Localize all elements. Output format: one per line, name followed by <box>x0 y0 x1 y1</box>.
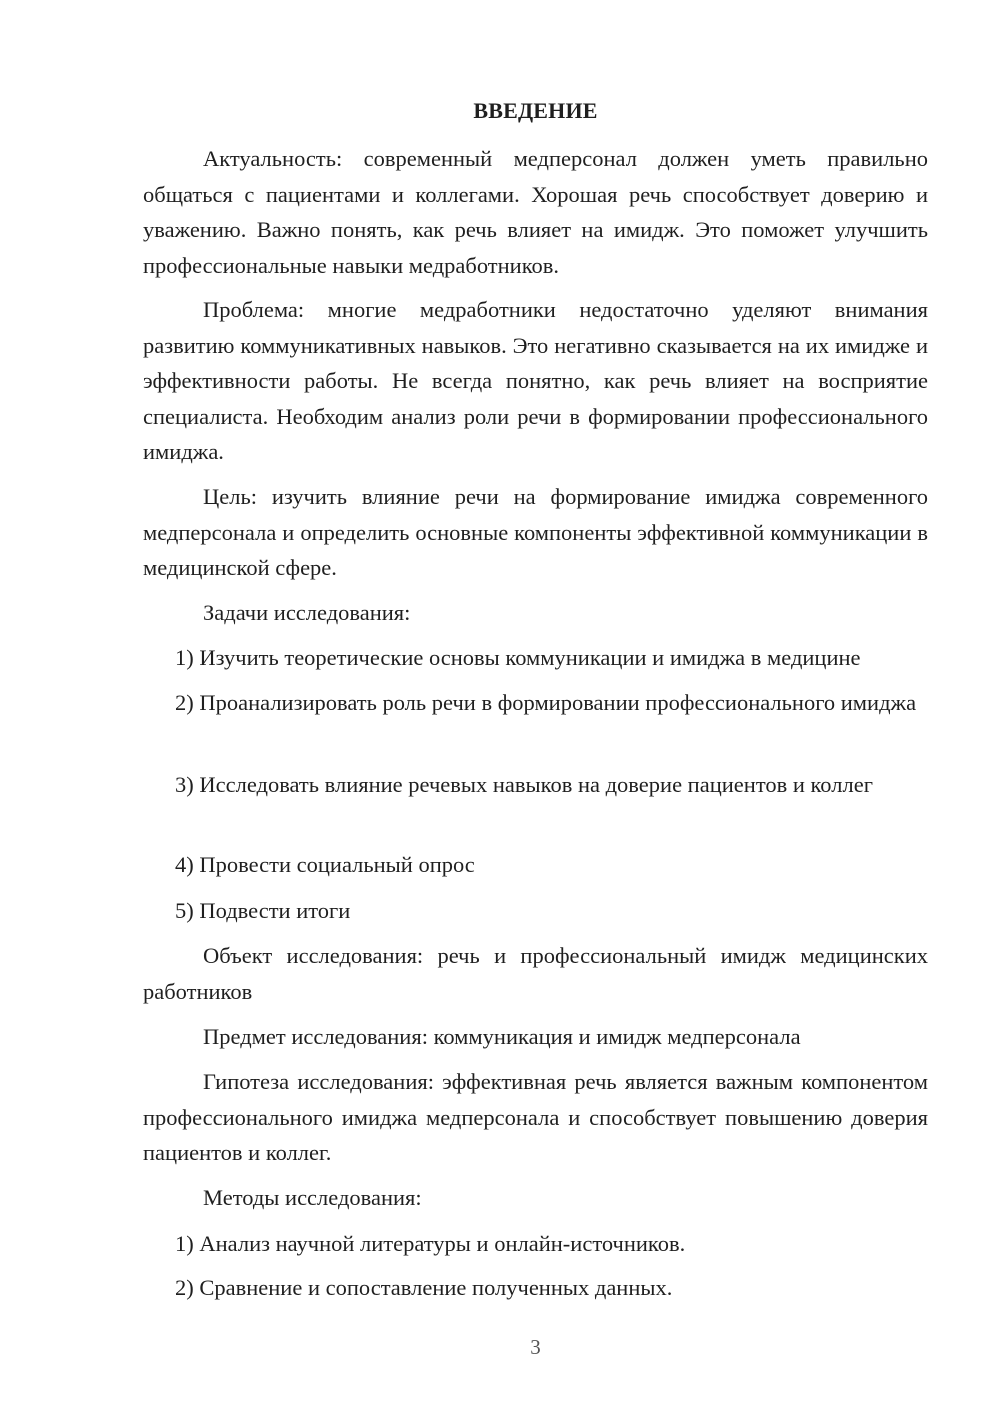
method-item-1: 1) Анализ научной литературы и онлайн-источников. <box>175 1231 686 1256</box>
task-item-4: 4) Провести социальный опрос <box>175 852 475 877</box>
object-paragraph: Объект исследования: речь и профессиональный имидж медицинских работников <box>143 943 928 1004</box>
page-number: 3 <box>530 1335 541 1359</box>
tasks-heading: Задачи исследования: <box>203 600 411 625</box>
subject-paragraph: Предмет исследования: коммуникация и имидж медперсонала <box>203 1024 801 1049</box>
hypothesis-paragraph: Гипотеза исследования: эффективная речь является важным компонентом профессионального имиджа медперсонала и способствует повышению доверия пациентов и коллег. <box>143 1069 928 1165</box>
problem-paragraph: Проблема: многие медработники недостаточно уделяют внимания развитию коммуникативных навыков. Это негативно сказывается на их имидже и эффективности работы. Не всегда понятно, как речь влияет на восприятие специалиста. Необходим анализ роли речи в формировании профессионального имиджа. <box>143 297 928 464</box>
method-item-2: 2) Сравнение и сопоставление полученных данных. <box>175 1275 673 1300</box>
task-item-3: 3) Исследовать влияние речевых навыков на доверие пациентов и коллег <box>175 772 873 797</box>
task-item-5: 5) Подвести итоги <box>175 898 351 923</box>
goal-paragraph: Цель: изучить влияние речи на формирование имиджа современного медперсонала и определить основные компоненты эффективной коммуникации в медицинской сфере. <box>143 484 928 580</box>
section-heading: ВВЕДЕНИЕ <box>473 98 598 123</box>
relevance-paragraph: Актуальность: современный медперсонал должен уметь правильно общаться с пациентами и коллегами. Хорошая речь способствует доверию и уважению. Важно понять, как речь влияет на имидж. Это поможет улучшить профессиональные навыки медработников. <box>143 146 928 278</box>
task-item-2: 2) Проанализировать роль речи в формировании профессионального имиджа <box>175 690 917 715</box>
methods-heading: Методы исследования: <box>203 1185 422 1210</box>
task-item-1: 1) Изучить теоретические основы коммуникации и имиджа в медицине <box>175 645 861 670</box>
